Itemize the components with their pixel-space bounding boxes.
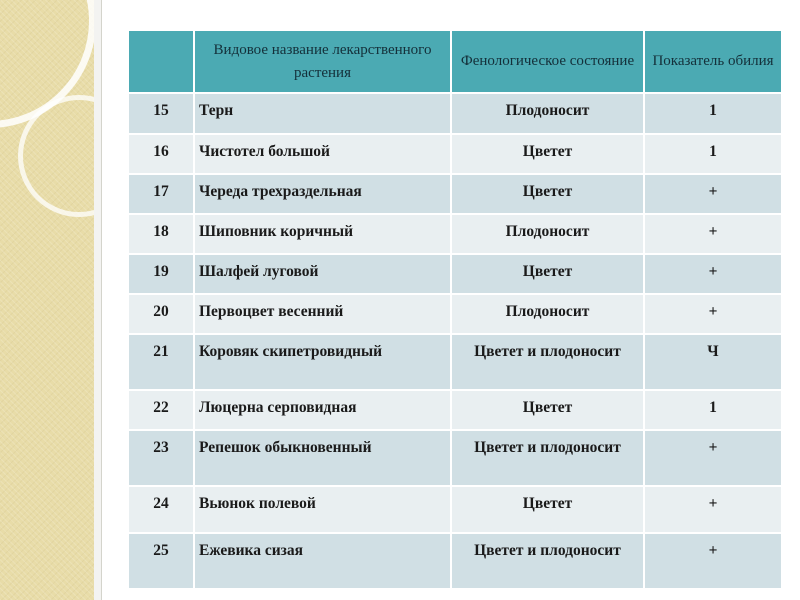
table-row [128,174,782,214]
abundance-value: + [644,430,782,486]
phenological-state: Цветет и плодоносит [451,334,644,390]
decorative-side-panel [0,0,94,600]
row-number: 24 [128,486,194,533]
table-row [128,134,782,174]
row-number: 20 [128,294,194,334]
row-number: 22 [128,390,194,430]
species-name: Репешок обыкновенный [194,430,451,486]
header-abundance: Показатель обилия [644,30,782,93]
species-name: Череда трехраздельная [194,174,451,214]
abundance-value: + [644,533,782,589]
abundance-value: + [644,294,782,334]
abundance-value: 1 [644,390,782,430]
row-number: 16 [128,134,194,174]
abundance-value: + [644,254,782,294]
row-number: 18 [128,214,194,254]
phenological-state: Цветет [451,174,644,214]
phenological-state: Цветет [451,254,644,294]
row-number: 17 [128,174,194,214]
table-row [128,533,782,589]
species-name: Шалфей луговой [194,254,451,294]
abundance-value: 1 [644,134,782,174]
table-header-row [128,30,782,93]
plants-table [127,29,783,590]
phenological-state: Цветет [451,134,644,174]
table-row [128,254,782,294]
species-name: Шиповник коричный [194,214,451,254]
table-row [128,486,782,533]
species-name: Вьюнок полевой [194,486,451,533]
phenological-state: Цветет [451,486,644,533]
phenological-state: Плодоносит [451,214,644,254]
species-name: Ежевика сизая [194,533,451,589]
phenological-state: Цветет [451,390,644,430]
row-number: 19 [128,254,194,294]
row-number: 23 [128,430,194,486]
header-phenological-state: Фенологическое состояние [451,30,644,93]
species-name: Чистотел большой [194,134,451,174]
table-row [128,334,782,390]
phenological-state: Цветет и плодоносит [451,533,644,589]
phenological-state: Цветет и плодоносит [451,430,644,486]
table-row [128,93,782,134]
abundance-value: 1 [644,93,782,134]
table-row [128,390,782,430]
phenological-state: Плодоносит [451,93,644,134]
table-row [128,294,782,334]
table-row [128,214,782,254]
abundance-value: + [644,214,782,254]
row-number: 21 [128,334,194,390]
header-species-name: Видовое название лекарственного растения [194,30,451,93]
table-row [128,430,782,486]
species-name: Терн [194,93,451,134]
row-number: 25 [128,533,194,589]
species-name: Люцерна серповидная [194,390,451,430]
abundance-value: Ч [644,334,782,390]
row-number: 15 [128,93,194,134]
species-name: Первоцвет весенний [194,294,451,334]
phenological-state: Плодоносит [451,294,644,334]
side-divider [94,0,102,600]
abundance-value: + [644,174,782,214]
species-name: Коровяк скипетровидный [194,334,451,390]
abundance-value: + [644,486,782,533]
header-number [128,30,194,93]
